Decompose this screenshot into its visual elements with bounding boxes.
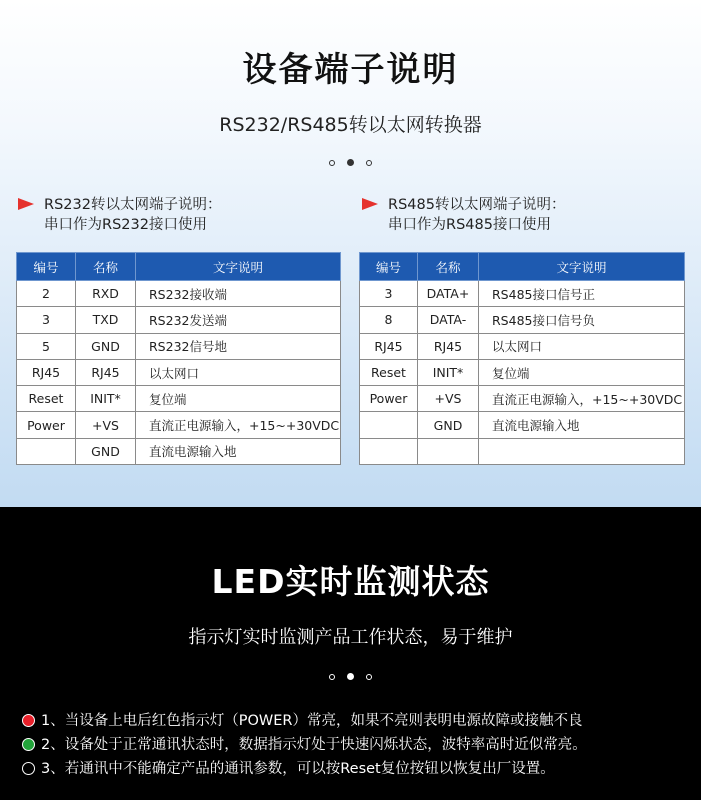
rs232-heading bbox=[44, 195, 221, 235]
header-description: 文字说明 bbox=[479, 253, 685, 281]
header-description: 文字说明 bbox=[136, 253, 341, 281]
table-row bbox=[360, 386, 685, 412]
red-arrow-icon bbox=[362, 198, 378, 210]
cell-description: RS485接口信号正 bbox=[479, 281, 685, 307]
cell-name: RXD bbox=[76, 281, 136, 307]
led-note-text: 3、若通讯中不能确定产品的通讯参数，可以按Reset复位按钮以恢复出厂设置。 bbox=[41, 761, 555, 777]
cell-name: TXD bbox=[76, 307, 136, 333]
header-name: 名称 bbox=[418, 253, 479, 281]
cell-number: 3 bbox=[360, 281, 418, 307]
dot-active-icon bbox=[347, 673, 354, 680]
rs232-heading-line1: RS232转以太网端子说明： bbox=[44, 197, 222, 213]
header-number: 编号 bbox=[360, 253, 418, 281]
cell-description: RS232接收端 bbox=[136, 281, 341, 307]
table-header-row bbox=[17, 253, 341, 281]
cell-name: +VS bbox=[418, 386, 479, 412]
led-note-power bbox=[22, 709, 582, 730]
cell-description: 直流电源输入地 bbox=[479, 412, 685, 438]
carousel-dots bbox=[0, 159, 701, 166]
cell-number: RJ45 bbox=[360, 333, 418, 359]
rs485-heading-line2: 串口作为RS485接口使用 bbox=[388, 217, 551, 233]
cell-number: Reset bbox=[17, 386, 76, 412]
cell-number: Power bbox=[17, 412, 76, 438]
rs485-heading bbox=[388, 195, 565, 235]
cell-name: RJ45 bbox=[418, 333, 479, 359]
led-note-text: 2、设备处于正常通讯状态时，数据指示灯处于快速闪烁状态，波特率高时近似常亮。 bbox=[41, 737, 587, 753]
rs485-terminal-table bbox=[359, 252, 685, 465]
table-row bbox=[17, 307, 341, 333]
rs485-heading-line1: RS485转以太网端子说明： bbox=[388, 197, 566, 213]
red-arrow-icon bbox=[18, 198, 34, 210]
white-indicator-icon bbox=[22, 762, 35, 775]
cell-name: INIT* bbox=[76, 386, 136, 412]
table-row bbox=[360, 438, 685, 464]
cell-number: 3 bbox=[17, 307, 76, 333]
cell-description: 直流正电源输入，+15~+30VDC bbox=[136, 412, 341, 438]
cell-number: 8 bbox=[360, 307, 418, 333]
rs232-terminal-table bbox=[16, 252, 341, 465]
led-note-text: 1、当设备上电后红色指示灯（POWER）常亮，如果不亮则表明电源故障或接触不良 bbox=[41, 713, 583, 729]
cell-description: RS232发送端 bbox=[136, 307, 341, 333]
dot-active-icon bbox=[347, 159, 354, 166]
cell-number: RJ45 bbox=[17, 359, 76, 385]
cell-number: 5 bbox=[17, 333, 76, 359]
cell-name: GND bbox=[418, 412, 479, 438]
header-name: 名称 bbox=[76, 253, 136, 281]
table-row bbox=[17, 438, 341, 464]
cell-description: 复位端 bbox=[479, 359, 685, 385]
cell-number bbox=[360, 438, 418, 464]
dot-icon bbox=[366, 160, 372, 166]
led-section-title: LED实时监测状态 bbox=[211, 562, 490, 601]
cell-description: 复位端 bbox=[136, 386, 341, 412]
cell-description: 直流电源输入地 bbox=[136, 438, 341, 464]
cell-name: DATA+ bbox=[418, 281, 479, 307]
cell-name: INIT* bbox=[418, 359, 479, 385]
cell-name: RJ45 bbox=[76, 359, 136, 385]
cell-name: +VS bbox=[76, 412, 136, 438]
cell-description: RS232信号地 bbox=[136, 333, 341, 359]
cell-number: Power bbox=[360, 386, 418, 412]
led-note-data bbox=[22, 733, 587, 754]
table-row bbox=[17, 333, 341, 359]
red-indicator-icon bbox=[22, 714, 35, 727]
carousel-dots bbox=[0, 673, 701, 680]
dot-icon bbox=[329, 674, 335, 680]
header-number: 编号 bbox=[17, 253, 76, 281]
table-row bbox=[17, 281, 341, 307]
section-title: 设备端子说明 bbox=[242, 50, 459, 90]
cell-name: GND bbox=[76, 438, 136, 464]
section-subtitle: RS232/RS485转以太网转换器 bbox=[219, 114, 482, 136]
rs232-heading-line2: 串口作为RS232接口使用 bbox=[44, 217, 207, 233]
cell-description bbox=[479, 438, 685, 464]
table-row bbox=[360, 412, 685, 438]
cell-number bbox=[360, 412, 418, 438]
table-row bbox=[17, 412, 341, 438]
cell-name: DATA- bbox=[418, 307, 479, 333]
cell-number: Reset bbox=[360, 359, 418, 385]
led-note-reset bbox=[22, 757, 555, 778]
cell-name bbox=[418, 438, 479, 464]
table-row bbox=[17, 359, 341, 385]
table-row bbox=[360, 333, 685, 359]
dot-icon bbox=[329, 160, 335, 166]
cell-description: 以太网口 bbox=[136, 359, 341, 385]
table-row bbox=[360, 359, 685, 385]
table-row bbox=[17, 386, 341, 412]
cell-number: 2 bbox=[17, 281, 76, 307]
table-row bbox=[360, 307, 685, 333]
cell-name: GND bbox=[76, 333, 136, 359]
cell-description: 以太网口 bbox=[479, 333, 685, 359]
green-indicator-icon bbox=[22, 738, 35, 751]
cell-description: RS485接口信号负 bbox=[479, 307, 685, 333]
cell-description: 直流正电源输入，+15~+30VDC bbox=[479, 386, 685, 412]
dot-icon bbox=[366, 674, 372, 680]
table-header-row bbox=[360, 253, 685, 281]
led-section-subtitle: 指示灯实时监测产品工作状态，易于维护 bbox=[188, 627, 513, 648]
table-row bbox=[360, 281, 685, 307]
cell-number bbox=[17, 438, 76, 464]
